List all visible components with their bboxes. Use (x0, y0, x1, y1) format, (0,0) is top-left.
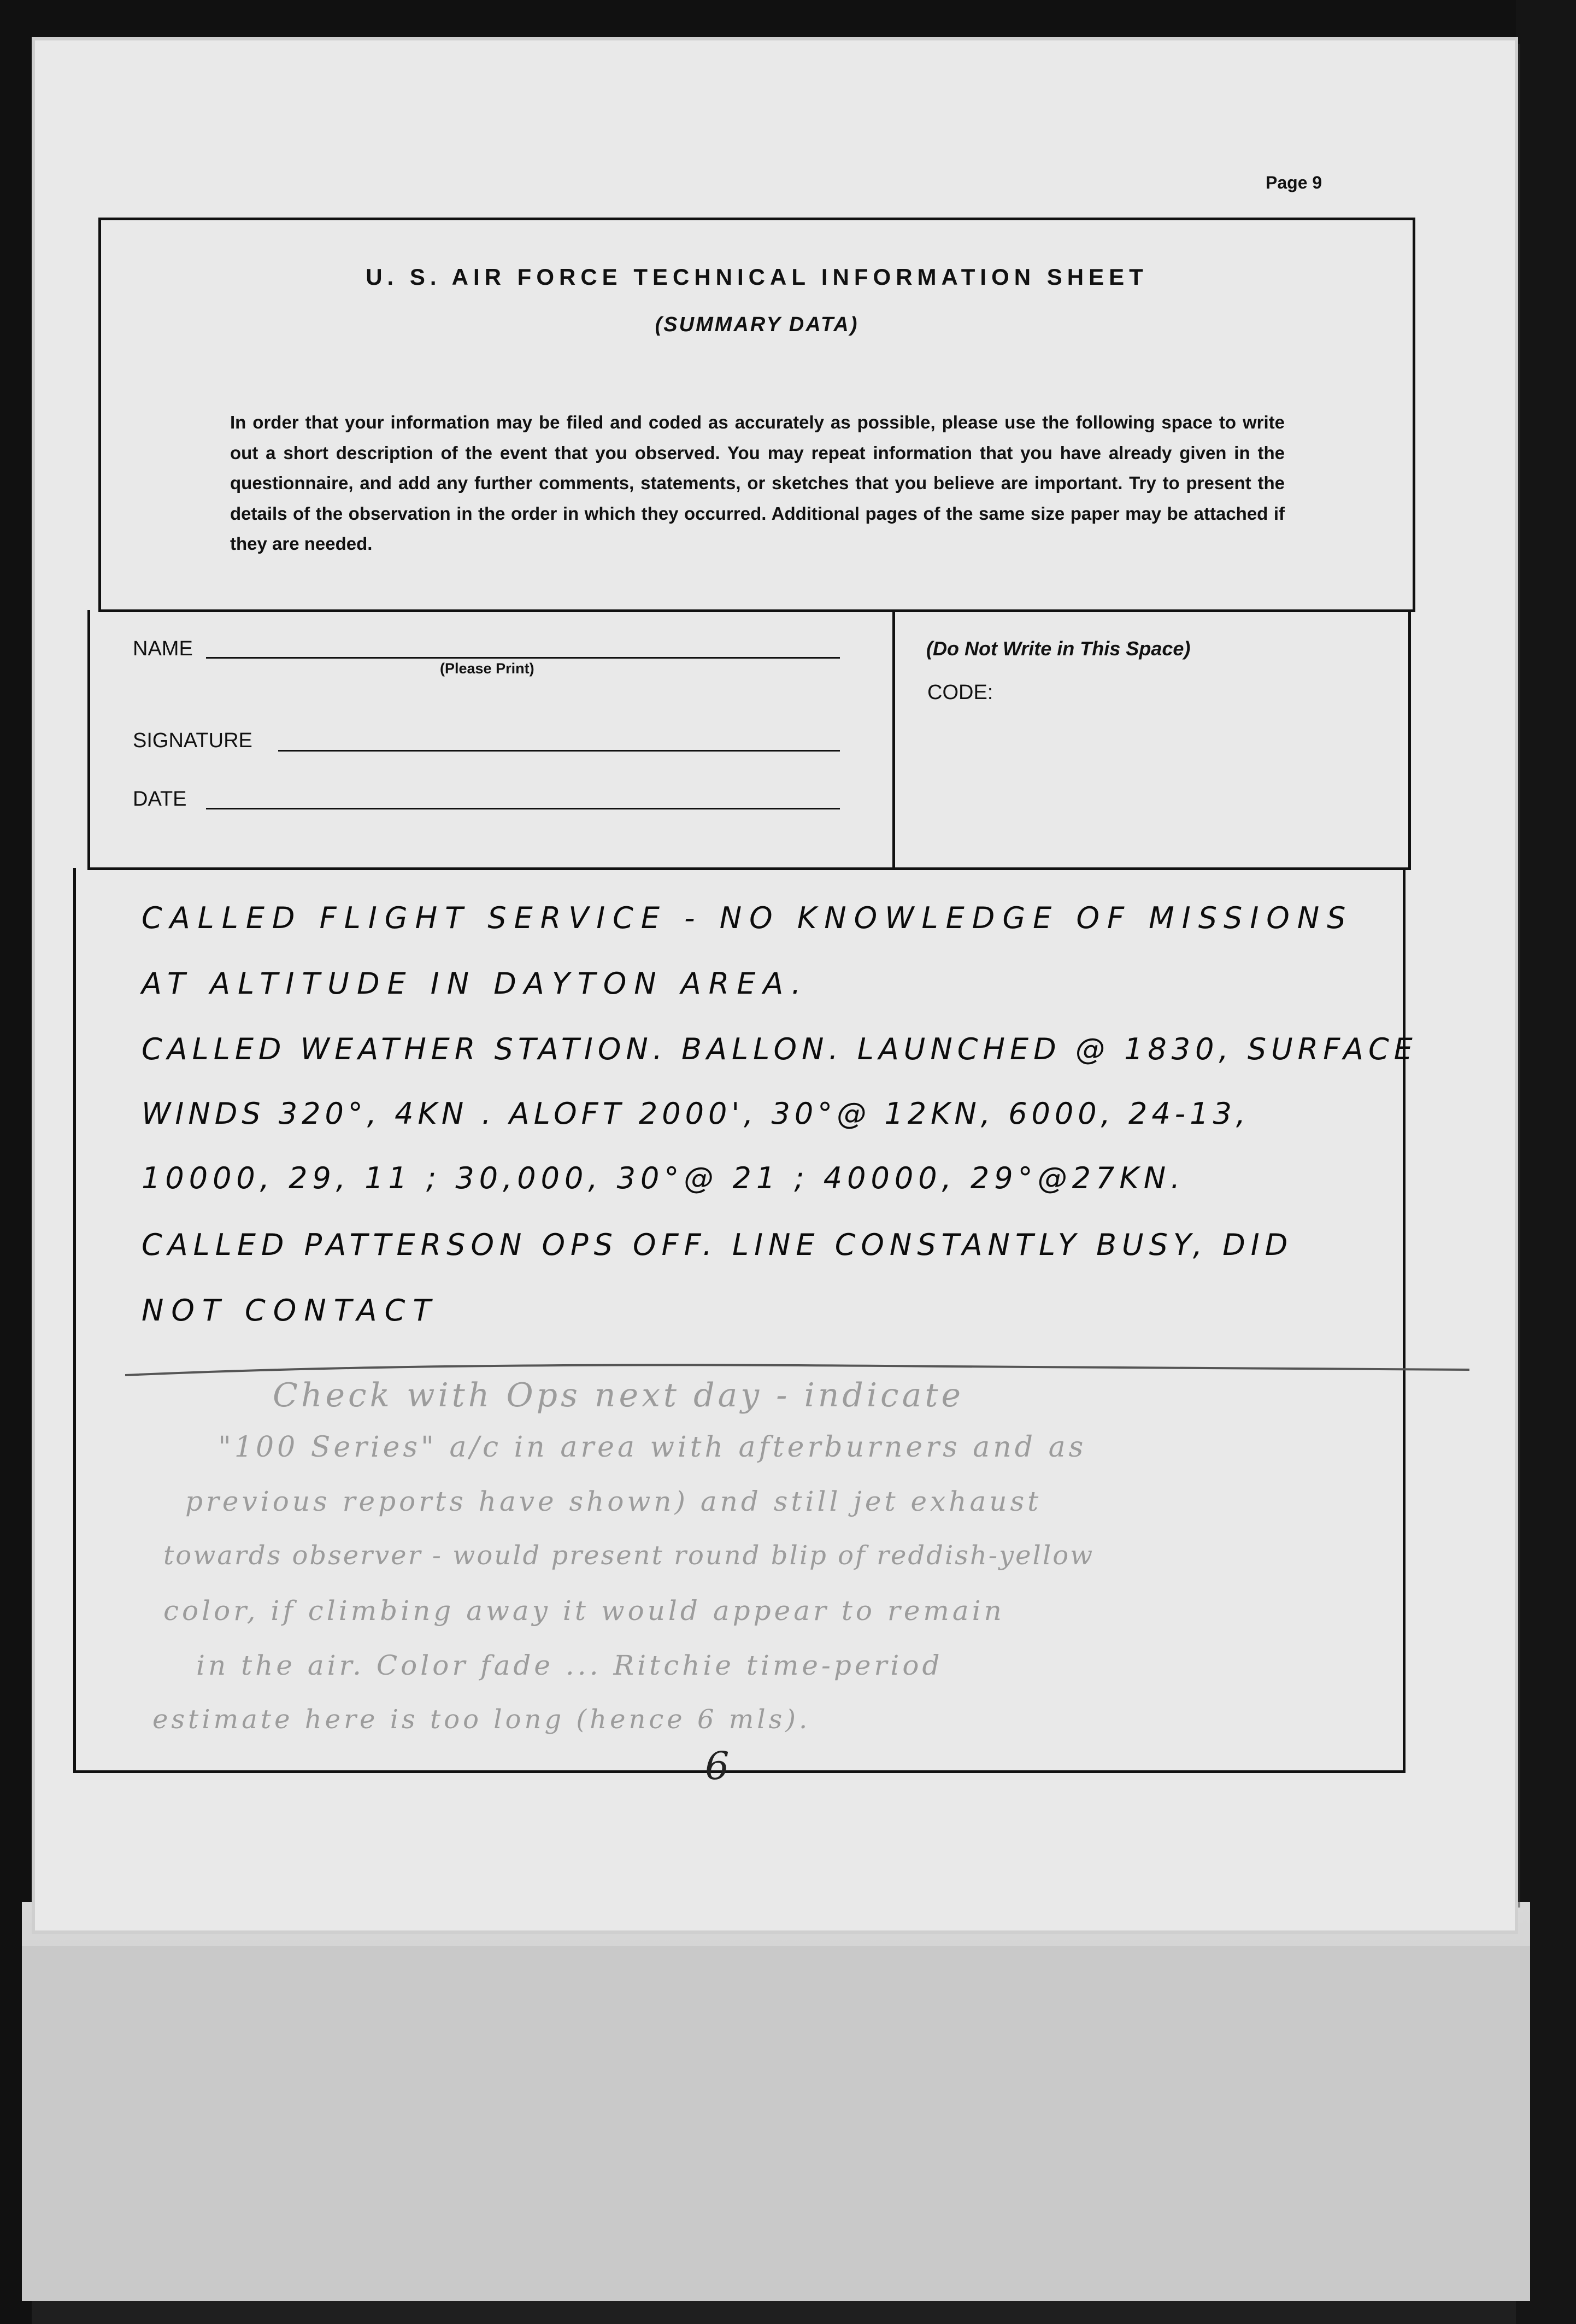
bottom-mark: 6 (705, 1744, 730, 1788)
narrative-line: WINDS 320°, 4KN . ALOFT 2000', 30°@ 12KN, 6000, 24-13, (142, 1096, 1250, 1131)
pencil-note-line: color, if climbing away it would appear to remain (163, 1595, 1005, 1627)
signature-field[interactable] (278, 750, 840, 752)
code-label: CODE: (927, 681, 993, 704)
narrative-line: NOT CONTACT (142, 1293, 439, 1328)
pencil-note-line: Check with Ops next day - indicate (273, 1376, 965, 1415)
name-label: NAME (133, 637, 193, 660)
date-label: DATE (133, 788, 187, 811)
narrative-line: 10000, 29, 11 ; 30,000, 30°@ 21 ; 40000, 29°@27KN. (142, 1161, 1185, 1195)
narrative-line: CALLED FLIGHT SERVICE - NO KNOWLEDGE OF MISSIONS (142, 901, 1354, 935)
narrative-line: CALLED WEATHER STATION. BALLON. LAUNCHED @ 1830, SURFACE (142, 1032, 1418, 1066)
narrative-section (73, 868, 1418, 1773)
scan-top-border (0, 0, 1576, 37)
date-field[interactable] (206, 808, 840, 809)
form-title: U. S. AIR FORCE TECHNICAL INFORMATION SHEET (366, 264, 1148, 290)
name-hint: (Please Print) (440, 660, 534, 677)
form-instructions: In order that your information may be filed and coded as accurately as possible, please use the following space to write out a short description of the event that you observed. You may repeat information that you have already given in the questionnaire, and add any further comments, statements, or sketches that you believe are important. Try to present the details of the observation in the order in which they occurred. Additional pages of the same size paper may be attached if they are needed. (230, 412, 1285, 554)
scan-bottom-strip (22, 1946, 1530, 2301)
pencil-note-line: towards observer - would present round blip of reddish-yellow (163, 1540, 1095, 1571)
page-right-edge (1518, 44, 1520, 1908)
section-divider (892, 610, 895, 867)
form-subtitle: (SUMMARY DATA) (655, 313, 859, 336)
pencil-note-line: in the air. Color fade ... Ritchie time-period (196, 1650, 943, 1681)
page-number: Page 9 (1266, 173, 1322, 192)
identity-section (87, 610, 1411, 870)
pencil-note-line: estimate here is too long (hence 6 mls). (152, 1704, 811, 1735)
narrative-line: AT ALTITUDE IN DAYTON AREA. (142, 966, 809, 1001)
office-use-note: (Do Not Write in This Space) (926, 637, 1191, 660)
narrative-line: CALLED PATTERSON OPS OFF. LINE CONSTANTLY BUSY, DID (142, 1228, 1293, 1262)
form-header-box (98, 218, 1415, 612)
pencil-note-line: previous reports have shown) and still jet exhaust (185, 1486, 1042, 1517)
name-field[interactable] (206, 657, 840, 659)
pencil-note-line: "100 Series" a/c in area with afterburners and as (218, 1431, 1087, 1464)
signature-label: SIGNATURE (133, 729, 252, 752)
